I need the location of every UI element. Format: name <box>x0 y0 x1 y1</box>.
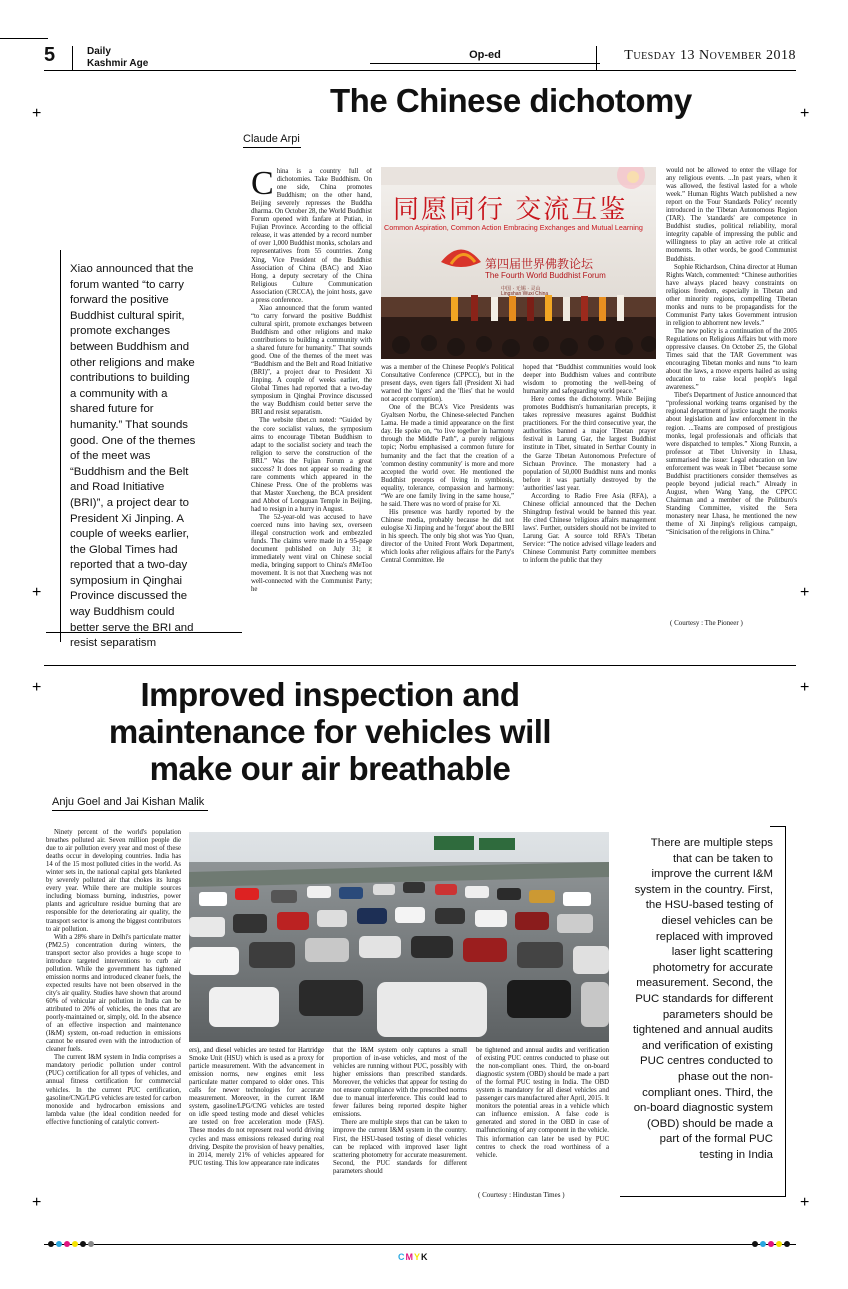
paragraph: With a 28% share in Delhi's particulate matter (PM2.5) concentration during winters, the transport sector also provides a huge scope to introduce targeted interventions to curb air pollution. While the government has tightened emission norms and introduced cleaner fuels, the expected results have not been observed in the city's air quality. Studies have shown that around 60% of vehicular air pollution in India can be attributed to 20% of vehicles, the ones that are poorly-maintained or, simply, old. In the absence of an effective inspection and maintenance (I&M) system, on-road reduction in emissions cannot be ensured even with the introduction of cleaner fuels. <box>46 933 181 1054</box>
crop-mark: + <box>32 584 42 601</box>
paragraph: Tibet's Department of Justice announced that “professional working teams organised by the regional department of justice taught the monks about legislation and law enforcement in the region. ...Teams are composed of prestigious monks, legal professionals and officials that were dispatched to temples.” Xiong Runxin, a professor at Tibet University in Lhasa, summarised the issue: Legal education on law enforcement was weak in Tibet “because some Buddhist practitioners consider themselves as people beyond judicial reach.” Already in August, when Wang Yang, the CPPCC Chairman and a member of the Politburo's Standing Committee, visited the Sera monastery near Lhasa, he mentioned the new theme of Xi Jinping's religious campaign, “Sinicisation of the religions in China.” <box>666 392 797 537</box>
article1-courtesy: ( Courtesy : The Pioneer ) <box>670 619 743 627</box>
article1-column-4 <box>666 167 797 611</box>
crop-mark: + <box>800 584 810 601</box>
article-separator <box>44 665 796 666</box>
crop-mark: + <box>800 679 810 696</box>
location-chinese: 中国 · 无锡 · 灵山 <box>501 286 541 292</box>
swatch <box>48 1241 54 1247</box>
article1-column-3 <box>523 364 656 639</box>
article1-column-1 <box>251 168 372 638</box>
paragraph: was a member of the Chinese People's Political Consultative Conference (CPPCC), but in the present days, even tigers fall (President Xi had warned the 'tigers' and the 'flies' that he would not accept corruption). <box>381 364 514 404</box>
swatch <box>752 1241 758 1247</box>
paragraph: One of the BCA's Vice Presidents was Gyaltsen Norbu, the Chinese-selected Panchen Lama. He made a timid appearance on the first day. He spoke on, “to live together in harmony through the Middle Path”, a purely religious topic; Norbu emphasised a common future for humanity and the fact that the creation of a 'common destiny community' is more and more accepted the world over. He mentioned the Buddhist precepts of living in symbiosis, equality, tolerance, compassion and harmony: “We are one family living in the same house,” he said. There was no word of praise for Xi. <box>381 404 514 508</box>
page-number: 5 <box>44 44 56 66</box>
article2-column-4 <box>476 1047 609 1187</box>
paragraph: The current I&M system in India comprises a mandatory periodic pollution under control (PUC) certification for all types of vehicles, and annual fitness certification for commercial vehicles. In the current PUC certification, gasoline/CNG/LPG vehicles are tested for carbon monoxide and hydrocarbon emissions and lambda value (the ideal condition needed for effective functioning of catalytic convert- <box>46 1054 181 1126</box>
paragraph: The website tibet.cn noted: “Guided by the core socialist values, the symposium aims to encourage Tibetan Buddhism to adapt to the socialist society and teach the religion to serve the construction of the BRI.” Was the Fujian Forum a great success? It does not appear so reading the rare comments which appeared in the Chinese Press. One of the problems was that Master Xuecheng, the BCA president and Abbot of Longquan Temple in Beijing, had to resign in a hurry in August. <box>251 417 372 513</box>
article1-pull-quote <box>70 262 196 652</box>
article1-pull-quote-text: Xiao announced that the forum wanted “to carry forward the positive Buddhist cultural spirit, promote exchanges between Buddhism and other religions and make contributions to building a community with a shared future for humanity.” That sounds good. One of the themes of the meet was “Buddhism and the Belt and Road Initiative (BRI)”, a project dear to President Xi Jinping. A couple of weeks earlier, the Global Times had reported that a two-day symposium in Qinghai Province discussed the way Buddhism could better serve the BRI and resist separatism <box>70 263 196 650</box>
article2-headline-line3: make our air breathable <box>149 750 511 787</box>
color-swatches-left <box>48 1241 94 1247</box>
article2-headline <box>60 676 600 787</box>
article1-column-2 <box>381 364 514 639</box>
paragraph: that the I&M system only captures a small proportion of in-use vehicles, and most of the vehicles are running without PUC, possibly with higher emissions than prescribed standards. Moreover, the vehicles that appear for testing do not ensure compliance with the prescribed norms due to manual interference. This could lead to fewer failures being reported despite higher emissions. <box>333 1047 467 1119</box>
paragraph: Here comes the dichotomy. While Beijing promotes Buddhism's humanitarian precepts, it takes repressive measures against Buddhist practitioners. For the third consecutive year, the authorities banned a major Tibetan prayer festival in Larung Gar, the largest Buddhist institute in Tibet, situated in Serthar County in the Garze Tibetan Autonomous Prefecture of Sichuan Province. The monastery had a population of 50,000 Buddhist nuns and monks before it was partially destroyed by the 'authorities' last year. <box>523 396 656 492</box>
swatch <box>64 1241 70 1247</box>
paragraph: There are multiple steps that can be taken to improve the current I&M system in the country. First, the HSU-based testing of diesel vehicles can be replaced with improved laser light scattering photometry for accurate measurement. Second, the PUC standards for different parameters should <box>333 1119 467 1175</box>
swatch <box>784 1241 790 1247</box>
location-english: Lingshan Wuxi China <box>501 291 549 297</box>
paper-name <box>87 46 148 70</box>
article2-headline-line2: maintenance for vehicles will <box>108 713 552 750</box>
buddhist-forum-photo <box>381 167 656 359</box>
masthead-rule <box>44 70 796 71</box>
paper-name-line2: Kashmir Age <box>87 58 149 69</box>
paragraph: hina is a country full of dichotomies. Take Buddhism. On one side, China promotes Buddhism; on the other hand, Beijing severely represses the Buddha dharma. On October 28, the World Buddhist Forum opened with fanfare at Putian, in Fujian Province. According to the official release, it was attended by a record number of over 1,000 Buddhist monks, scholars and representatives from 55 countries. Zong Xing, Vice President of the Buddhist Association of China (BAC) and Xiao Hong, a deputy secretary of the China Religious Culture Communication Association (CRCCA), the joint hosts, gave a press conference. <box>251 168 372 304</box>
footer-rule <box>44 1244 796 1245</box>
traffic-jam-photo <box>189 832 609 1042</box>
article2-column-1 <box>46 829 181 1200</box>
article2-courtesy: ( Courtesy : Hindustan Times ) <box>478 1191 565 1199</box>
pullquote2-frame-top <box>770 826 786 827</box>
article2-headline-line1: Improved inspection and <box>140 676 520 713</box>
top-left-rule <box>0 38 48 39</box>
swatch <box>88 1241 94 1247</box>
crop-mark: + <box>800 1194 810 1211</box>
paragraph: Sophie Richardson, China director at Human Rights Watch, commented: “Chinese authorities have always placed heavy constraints on religious freedom, especially in Tibetan and other minority regions, compelling Tibetan monks and nuns to be propagandists for the Communist Party takes Government intrusion in religion to abhorrent new levels.” <box>666 263 797 327</box>
color-swatches-right <box>752 1241 790 1247</box>
forum-name-english: The Fourth World Buddhist Forum <box>485 271 606 280</box>
article1-byline: Claude Arpi <box>243 133 301 148</box>
paragraph: be tightened and annual audits and verification of existing PUC centres conducted to phase out the non-compliant ones. Third, the on-board diagnostic system (OBD) should be made a part of the formal PUC testing in India. The OBD system is mandatory for all diesel vehicles and passenger cars manufactured after April, 2015. It monitors the potential areas in a vehicle which can influence emission. A false code is generated and stored in the OBD in case of malfunctioning of any component in the vehicle. This information can later be used by PUC centres to check the road worthiness of a vehicle. <box>476 1047 609 1159</box>
crop-mark: + <box>32 1194 42 1211</box>
paragraph: hoped that “Buddhist communities would look deeper into Buddhism values and contribute wisdom to promoting the well-being of humanity and safeguarding world peace.” <box>523 364 656 396</box>
forum-name-chinese: 第四届世界佛教论坛 <box>485 257 594 271</box>
paper-name-line1: Daily <box>87 46 111 57</box>
article2-column-3 <box>333 1047 467 1200</box>
dropcap: C <box>251 168 274 202</box>
article2-pull-quote-text: There are multiple steps that can be taken to improve the current I&M system in the country. First, the HSU-based testing of diesel vehicles can be replaced with improved laser light scattering photometry for accurate measurement. Second, the PUC standards for different parameters should be tightened and annual audits and verification of existing PUC centres conducted to phase out the non-compliant ones. Third, the on-board diagnostic system (OBD) should be made a part of the formal PUC testing in India <box>633 837 773 1161</box>
pullquote1-frame-top <box>60 250 61 642</box>
article1-headline: The Chinese dichotomy <box>330 82 692 119</box>
banner-chinese: 同愿同行 交流互鉴 <box>393 195 628 225</box>
paragraph: would not be allowed to enter the village for any religious events. ...In past years, when it was allowed, the festival lasted for a whole week.” Human Rights Watch published a new report on the 'Four Standards Policy' recently introduced in the Tibetan Autonomous Region (TAR). The 'standards' are competence in Buddhist studies, political reliability, moral integrity capable of impressing the public and willingness to play an active role at critical moments. In other words, be good Communist Buddhists. <box>666 167 797 263</box>
article2-byline: Anju Goel and Jai Kishan Malik <box>52 796 208 811</box>
crop-mark: + <box>800 105 810 122</box>
issue-date: Tuesday 13 November 2018 <box>624 48 796 63</box>
cmyk-text: CMYK <box>398 1252 429 1262</box>
traffic-illustration <box>189 832 609 1042</box>
banner-english: Common Aspiration, Common Action Embracing Exchanges and Mutual Learning <box>384 223 643 232</box>
paragraph: The 52-year-old was accused to have coerced nuns into having sex, overseen illegal construction work and embezzled funds. The claims were made in a 95-page document published on July 31; it immediately went viral on Chinese social media, bringing support to China's #MeToo movement. It is not that Xuecheng was not well-connected with the Communist Party; he <box>251 514 372 594</box>
swatch <box>56 1241 62 1247</box>
date-divider <box>596 46 597 70</box>
crop-mark: + <box>32 105 42 122</box>
cmyk-print-mark <box>398 1252 429 1262</box>
masthead-divider <box>72 46 73 70</box>
swatch <box>72 1241 78 1247</box>
paragraph: The new policy is a continuation of the 2005 Regulations on Religious Affairs but with more oppressive clauses. On October 25, the Global Times said that the TAR Government was encouraging Tibetan monks and nuns “to learn about the laws, a move experts hailed as using education to raise local people's legal awareness.” <box>666 327 797 392</box>
paragraph: Xiao announced that the forum wanted “to carry forward the positive Buddhist cultural spirit, promote exchanges between Buddhism and other religions and make contributions to building a community with a shared future for humanity.” That sounds good. One of the themes of the meet was “Buddhism and the Belt and Road Initiative (BRI)”, a project dear to President Xi Jinping. A couple of weeks earlier, the Global Times had reported that a two-day symposium in Qinghai Province discussed the way Buddhism could better serve the BRI and resist separatism. <box>251 304 372 417</box>
crop-mark: + <box>32 679 42 696</box>
pullquote2-frame-right <box>785 826 786 1196</box>
article2-pull-quote <box>632 836 773 1163</box>
section-label: Op-ed <box>370 49 600 64</box>
pullquote2-frame-bottom <box>620 1196 786 1197</box>
swatch <box>760 1241 766 1247</box>
article2-column-2 <box>189 1047 324 1200</box>
paragraph: Ninety percent of the world's population breathes polluted air. Seven million people die due to air pollution every year and most of these deaths occur in developing countries. India has 14 of the 15 most polluted cities in the world. As winter sets in, the national capital gets blanketed by severely polluted air that chokes its lungs every year. While there are multiple sources including biomass burning, industries, power plants and agriculture residue burning that are responsible for the deteriorating air quality, the transport sector is among the biggest contributors to air pollution. <box>46 829 181 933</box>
paragraph: His presence was hardly reported by the Chinese media, probably because he did not eulogise Xi Jinping and he 'forgot' about the BRI in his speech. The only big shot was Yuo Quan, director of the United Front Work Department, which looks after religious affairs for the Party's Central Committee. He <box>381 508 514 565</box>
paragraph: According to Radio Free Asia (RFA), a Chinese official announced that the Dechen Shingdrup festival would be banned this year. He cited Chinese 'religious affairs management laws'. Further, outsiders should not be invited to Larung Gar. A source told RFA's Tibetan Service: “The notice advised village leaders and Chinese Communist Party committee members to inform the public that they <box>523 492 656 565</box>
swatch <box>80 1241 86 1247</box>
swatch <box>768 1241 774 1247</box>
paragraph: ers), and diesel vehicles are tested for Hartridge Smoke Unit (HSU) which is used as a proxy for particle measurement. With the advancement in emission norms, new engines emit less particulate matter compared to older ones. This calls for newer technologies for accurate measurement. Moreover, in the current I&M system, gasoline/LPG/CNG vehicles are tested on idle speed testing mode and diesel vehicles are tested on free acceleration mode (FAS). These modes do not represent real world driving cycles and mass emissions released during real driving. Despite the provision of heavy penalties, in 2014, merely 21% of vehicles appeared for PUC testing. This low appearance rate indicates <box>189 1047 324 1167</box>
swatch <box>776 1241 782 1247</box>
